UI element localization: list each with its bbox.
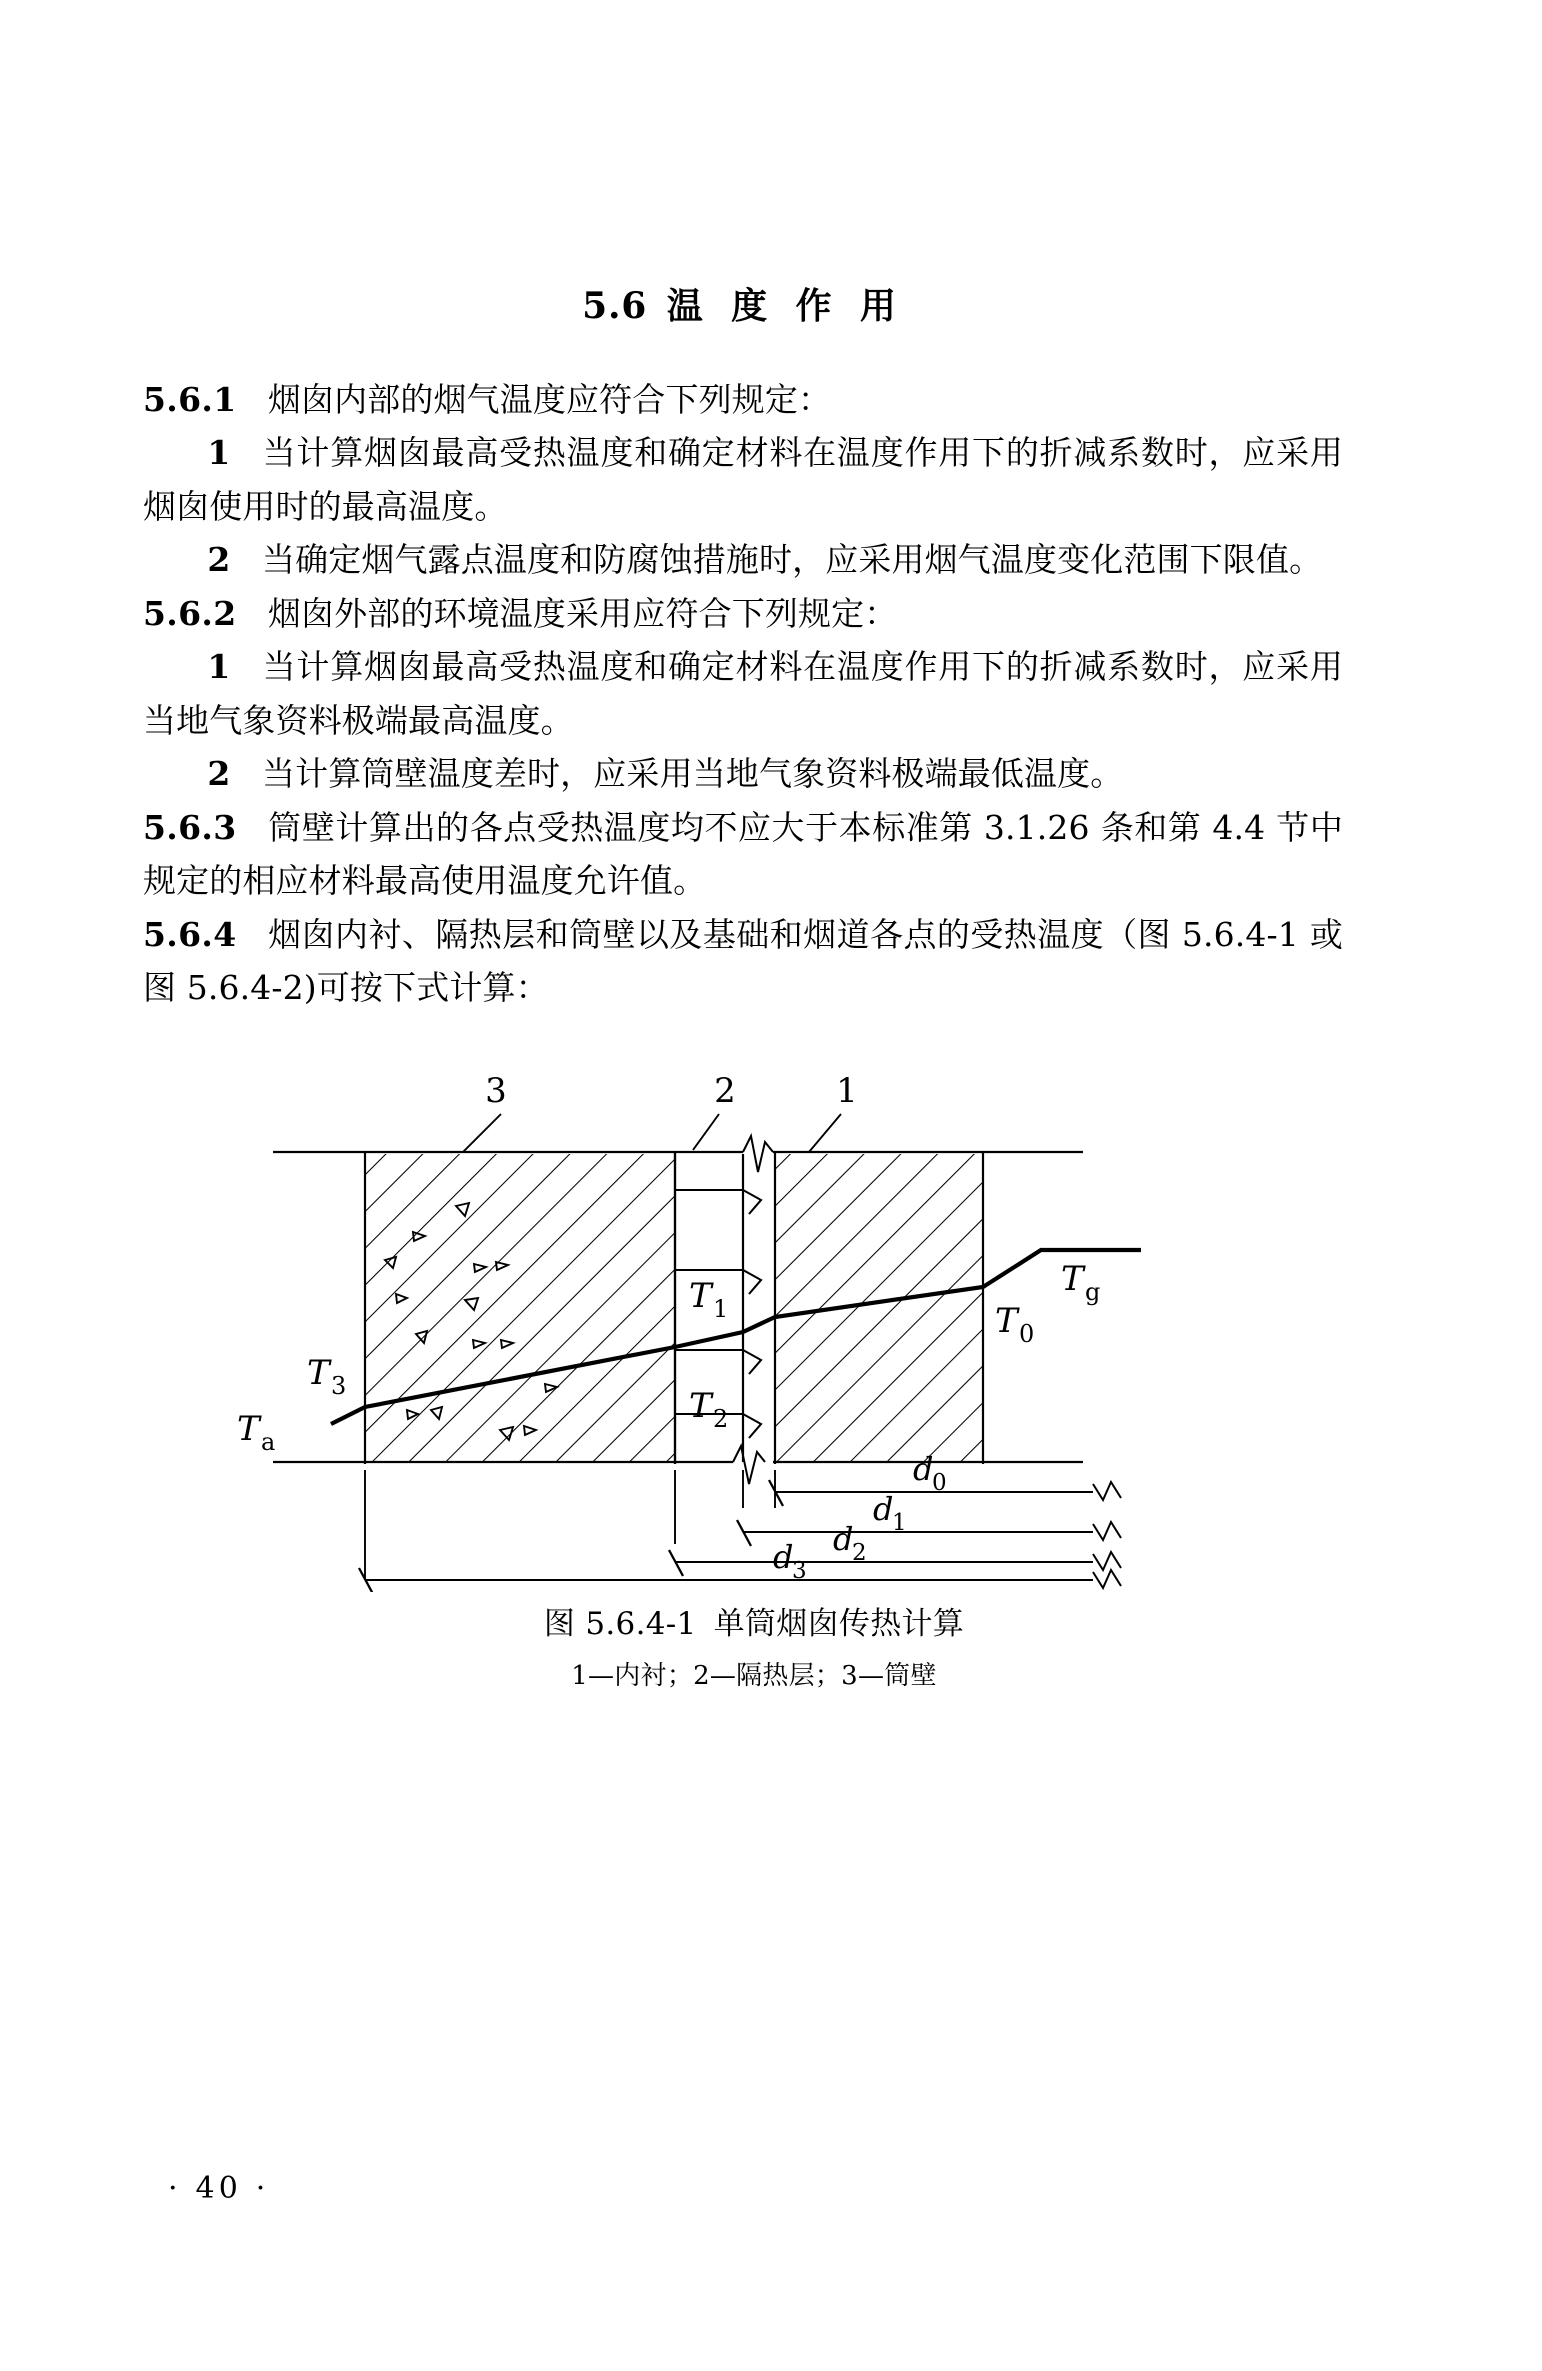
item-text: 当确定烟气露点温度和防腐蚀措施时，应采用烟气温度变化范围下限值。 [261, 540, 1323, 580]
svg-text:d: d [833, 1520, 854, 1559]
svg-text:d: d [873, 1490, 894, 1529]
item-marker: 2 [207, 754, 231, 794]
clause-5-6-2 [143, 587, 1343, 640]
item-5-6-1-2 [143, 533, 1343, 586]
svg-text:T: T [237, 1409, 260, 1450]
svg-text:g: g [1085, 1278, 1101, 1307]
clause-text: 筒壁计算出的各点受热温度均不应大于本标准第 3.1.26 条和第 4.4 节中规定的相应材料最高使用温度允许值。 [143, 807, 1343, 901]
label-d2 [833, 1520, 867, 1566]
page-number: · 40 · [168, 2171, 270, 2206]
item-marker: 1 [207, 433, 231, 473]
svg-text:2: 2 [852, 1540, 867, 1567]
callout-3: 3 [485, 1071, 507, 1112]
figure-caption [143, 1598, 1343, 1643]
label-T2 [689, 1386, 728, 1433]
clause-5-6-4 [143, 908, 1343, 1015]
callout-2: 2 [714, 1071, 736, 1112]
section-title-text: 温 度 作 用 [666, 285, 904, 327]
clause-5-6-1 [143, 373, 1343, 426]
clause-text: 烟囱内部的烟气温度应符合下列规定： [267, 380, 832, 419]
clause-number: 5.6.2 [143, 593, 237, 633]
svg-text:a: a [261, 1428, 276, 1457]
item-5-6-2-1 [143, 640, 1343, 747]
clause-text: 烟囱外部的环境温度采用应符合下列规定： [267, 593, 898, 633]
item-text: 当计算烟囱最高受热温度和确定材料在温度作用下的折减系数时，应采用烟囱使用时的最高温度。 [143, 433, 1343, 526]
svg-text:1: 1 [713, 1295, 729, 1324]
callout-1: 1 [836, 1071, 858, 1112]
item-marker: 1 [207, 647, 231, 687]
figure-legend: 1—内衬；2—隔热层；3—筒壁 [571, 1661, 937, 1692]
section-number: 5.6 [582, 285, 647, 327]
svg-text:T: T [689, 1276, 712, 1317]
label-T3 [307, 1353, 346, 1400]
label-d3 [773, 1538, 807, 1584]
svg-text:d: d [773, 1538, 794, 1577]
svg-text:3: 3 [792, 1558, 807, 1585]
label-T1 [689, 1276, 728, 1323]
svg-text:T: T [1061, 1259, 1084, 1300]
label-T0 [995, 1301, 1034, 1348]
svg-text:T: T [995, 1301, 1018, 1342]
item-text: 当计算筒壁温度差时，应采用当地气象资料极端最低温度。 [261, 754, 1124, 794]
label-Tg [1061, 1259, 1100, 1306]
clause-text: 烟囱内衬、隔热层和筒壁以及基础和烟道各点的受热温度（图 5.6.4-1 或图 5.6.4-2)可按下式计算： [143, 914, 1343, 1007]
clause-number: 5.6.3 [143, 807, 237, 847]
item-5-6-1-1 [143, 426, 1343, 533]
item-text: 当计算烟囱最高受热温度和确定材料在温度作用下的折减系数时，应采用当地气象资料极端最高温度。 [143, 647, 1343, 740]
figure-caption-text: 单筒烟囱传热计算 [713, 1606, 965, 1643]
clause-5-6-3 [143, 801, 1343, 908]
svg-text:T: T [307, 1353, 330, 1394]
page-content [143, 0, 1343, 1692]
item-marker: 2 [207, 540, 231, 580]
clause-number: 5.6.1 [143, 380, 237, 419]
svg-text:2: 2 [713, 1405, 729, 1434]
page-title [143, 0, 1343, 329]
svg-text:1: 1 [892, 1510, 907, 1537]
chimney-heat-transfer-diagram [213, 1032, 1273, 1592]
item-5-6-2-2 [143, 747, 1343, 800]
label-d1 [873, 1490, 907, 1536]
clause-number: 5.6.4 [143, 914, 237, 954]
svg-text:3: 3 [331, 1372, 347, 1401]
figure-5-6-4-1 [143, 1032, 1343, 1692]
figure-caption-number: 图 5.6.4-1 [543, 1606, 697, 1643]
svg-text:0: 0 [1019, 1320, 1035, 1349]
svg-text:T: T [689, 1386, 712, 1427]
svg-text:d: d [913, 1450, 934, 1489]
svg-text:0: 0 [932, 1470, 947, 1497]
label-Ta [237, 1409, 275, 1456]
